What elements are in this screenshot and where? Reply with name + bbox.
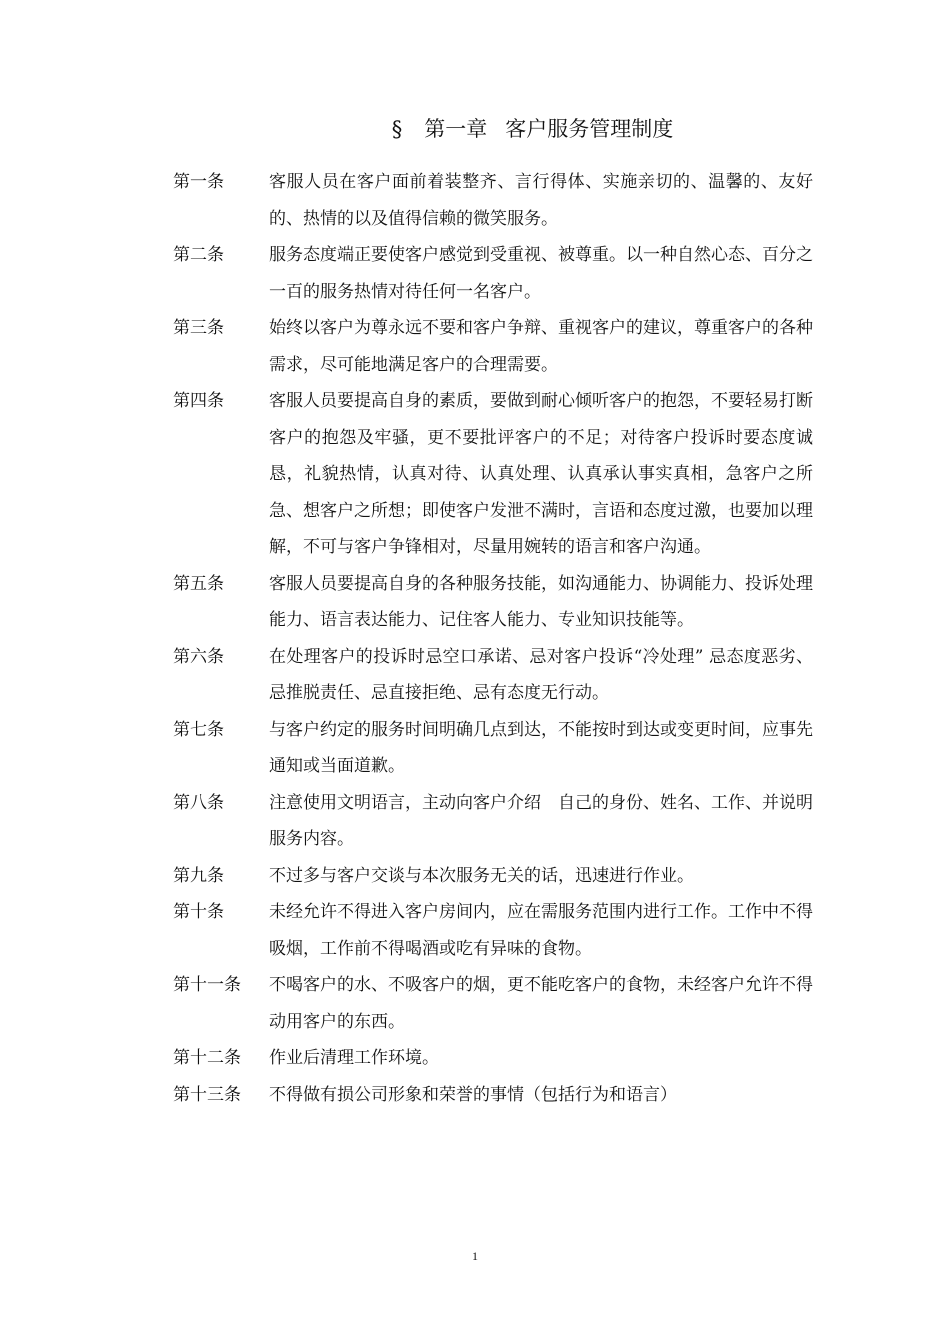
article [173, 967, 813, 1040]
article [173, 894, 813, 967]
article-text: 在处理客户的投诉时忌空口承诺、忌对客户投诉“冷处理” 忌态度恶劣、忌推脱责任、忌直接拒绝、忌有态度无行动。 [269, 646, 813, 703]
article-label: 第八条 [173, 792, 224, 813]
article-text: 客服人员在客户面前着装整齐、言行得体、实施亲切的、温馨的、友好的、热情的以及值得信赖的微笑服务。 [269, 172, 813, 229]
article-text: 服务态度端正要使客户感觉到受重视、被尊重。以一种自然心态、百分之一百的服务热情对待任何一名客户。 [269, 245, 813, 302]
article-text: 作业后清理工作环境。 [269, 1048, 439, 1068]
article [173, 1077, 813, 1114]
chapter-title-text: 客户服务管理制度 [505, 117, 674, 141]
chapter-title [0, 113, 950, 143]
article [173, 566, 813, 639]
article [173, 1040, 813, 1077]
article-label: 第一条 [173, 172, 224, 192]
article-label: 第六条 [173, 646, 224, 667]
article-label: 第十一条 [173, 975, 241, 995]
article-list [173, 164, 813, 1113]
article-label: 第五条 [173, 573, 224, 594]
article-text: 注意使用文明语言，主动向客户介绍 自己的身份、姓名、工作、并说明服务内容。 [269, 792, 813, 849]
article [173, 712, 813, 785]
article-text: 不得做有损公司形象和荣誉的事情（包括行为和语言） [269, 1084, 677, 1105]
page-number: 1 [472, 1249, 478, 1263]
article-label: 第二条 [173, 245, 224, 265]
article [173, 383, 813, 566]
article [173, 164, 813, 237]
article-label: 第十条 [173, 902, 224, 922]
article-text: 始终以客户为尊永远不要和客户争辩、重视客户的建议，尊重客户的各种需求，尽可能地满足客户的合理需要。 [269, 318, 813, 375]
article-label: 第十二条 [173, 1048, 241, 1068]
article [173, 237, 813, 310]
article-label: 第九条 [173, 865, 224, 886]
article [173, 785, 813, 858]
chapter-number: 第一章 [424, 117, 488, 141]
article [173, 858, 813, 895]
article-text: 未经允许不得进入客户房间内，应在需服务范围内进行工作。工作中不得吸烟，工作前不得喝酒或吃有异味的食物。 [269, 902, 813, 959]
section-mark: § [391, 117, 403, 141]
article-label: 第十三条 [173, 1084, 241, 1105]
article-label: 第四条 [173, 391, 224, 411]
article-text: 客服人员要提高自身的各种服务技能，如沟通能力、协调能力、投诉处理能力、语言表达能力、记住客人能力、专业知识技能等。 [269, 573, 813, 630]
article [173, 310, 813, 383]
article [173, 639, 813, 712]
article-text: 不喝客户的水、不吸客户的烟，更不能吃客户的食物，未经客户允许不得动用客户的东西。 [269, 975, 813, 1032]
article-label: 第七条 [173, 719, 224, 740]
article-text: 与客户约定的服务时间明确几点到达，不能按时到达或变更时间，应事先通知或当面道歉。 [269, 719, 813, 776]
article-text: 客服人员要提高自身的素质，要做到耐心倾听客户的抱怨，不要轻易打断客户的抱怨及牢骚，更不要批评客户的不足；对待客户投诉时要态度诚恳，礼貌热情，认真对待、认真处理、认真承认事实真相，急客户之所急、想客户之所想；即使客户发泄不满时，言语和态度过激，也要加以理解，不可与客户争锋相对，尽量用婉转的语言和客户沟通。 [269, 391, 813, 557]
article-label: 第三条 [173, 318, 224, 338]
article-text: 不过多与客户交谈与本次服务无关的话，迅速进行作业。 [269, 865, 694, 886]
